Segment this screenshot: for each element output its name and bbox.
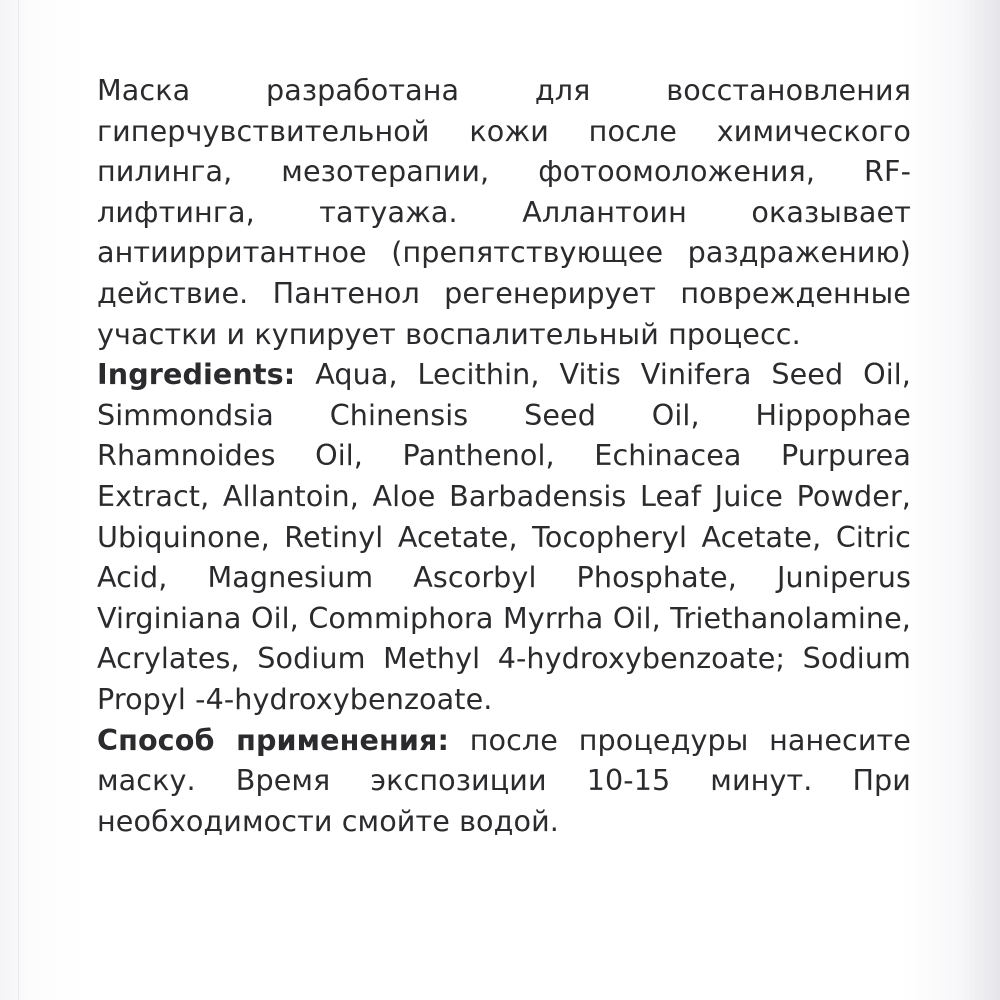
ingredients-list: Aqua, Lecithin, Vitis Vinifera Seed Oil, Simmondsia Chinensis Seed Oil, Hippophae Rhamnoides Oil, Panthenol, Echinacea Purpurea Extract, Allantoin, Aloe Barbadensis Leaf Juice Powder, Ubiquinone, Retinyl Acetate, Tocopheryl Acetate, Citric Acid, Magnesium Ascorbyl Phosphate, Juniperus Virginiana Oil, Commiphora Myrrha Oil, Triethanolamine, Acrylates, Sodium Methyl 4-hydroxybenzoate; Sodium Propyl -4-hydroxybenzoate.: [97, 357, 911, 716]
label-text-block: [97, 70, 911, 841]
product-description: Маска разработана для восстановления гиперчувствительной кожи после химического пилинга, мезотерапии, фотоомоложения, RF-лифтинга, татуажа. Аллантоин оказывает антиирритантное (препятствующее раздражению) действие. Пантенол регенерирует поврежденные участки и купирует воспалительный процесс.: [97, 73, 911, 351]
usage-instructions: после процедуры нанесите маску. Время экспозиции 10-15 минут. При необходимости смойте водой.: [97, 722, 911, 838]
ingredients-paragraph: [97, 354, 911, 719]
usage-paragraph: [97, 720, 911, 842]
package-edge: [18, 0, 19, 1000]
usage-heading: Способ применения:: [97, 722, 449, 757]
ingredients-heading: Ingredients:: [97, 357, 296, 392]
